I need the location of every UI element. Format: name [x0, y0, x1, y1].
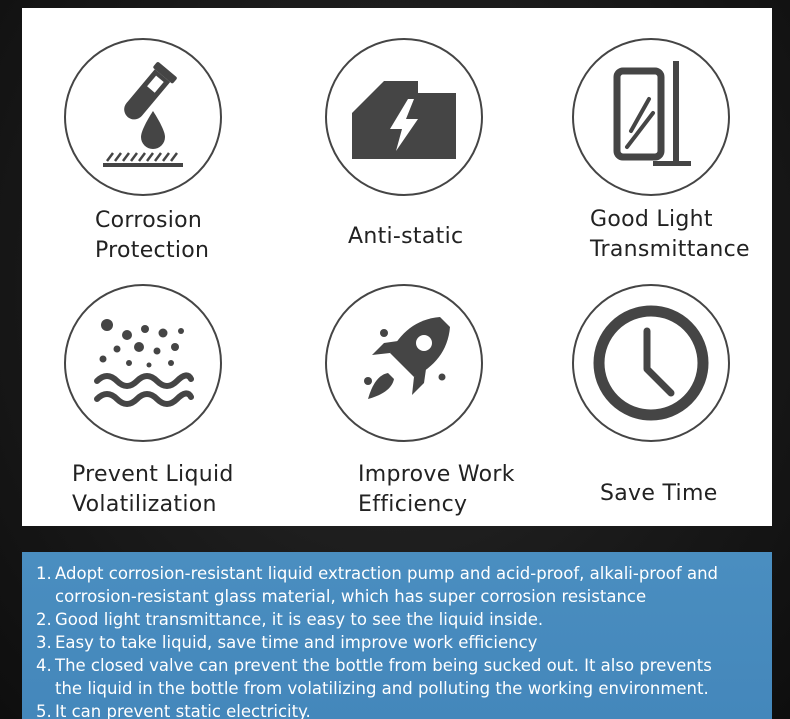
detail-item [36, 562, 758, 608]
detail-text [55, 608, 758, 631]
feature-light-transmittance [562, 38, 790, 288]
detail-text [55, 654, 758, 700]
detail-text [55, 700, 758, 719]
feature-icon-circle [64, 38, 222, 196]
feature-icon-circle [572, 284, 730, 442]
rocket-icon [344, 303, 464, 423]
detail-line: Adopt corrosion-resistant liquid extraction pump and acid-proof, alkali-proof and [55, 564, 718, 583]
feature-label-line: Prevent Liquid [72, 462, 234, 487]
detail-list [36, 562, 758, 719]
feature-label-line: Good Light [590, 207, 713, 232]
detail-item [36, 608, 758, 631]
feature-label [348, 222, 588, 252]
detail-number: 4. [36, 656, 52, 675]
detail-line: The closed valve can prevent the bottle from being sucked out. It also prevents [55, 656, 712, 675]
detail-line: corrosion-resistant glass material, which has super corrosion resistance [55, 587, 647, 606]
feature-icon-circle [64, 284, 222, 442]
detail-text [55, 631, 758, 654]
anti-static-icon [344, 57, 464, 177]
feature-icon-circle [325, 38, 483, 196]
feature-anti-static [312, 38, 552, 288]
volatilization-icon [83, 303, 203, 423]
feature-panel [22, 8, 772, 526]
feature-label-line: Transmittance [590, 237, 750, 262]
feature-corrosion-protection [62, 38, 302, 288]
feature-label-line: Protection [95, 238, 210, 263]
detail-line: It can prevent static electricity. [55, 702, 311, 719]
feature-label [95, 206, 335, 266]
detail-number: 5. [36, 702, 52, 719]
feature-label-line: Save Time [600, 481, 718, 506]
detail-number: 3. [36, 633, 52, 652]
detail-panel [22, 552, 772, 719]
detail-item [36, 631, 758, 654]
detail-text [55, 562, 758, 608]
feature-icon-circle [572, 38, 730, 196]
feature-label [590, 205, 790, 265]
detail-number: 1. [36, 564, 52, 583]
corrosion-protection-icon [83, 57, 203, 177]
feature-save-time [562, 284, 790, 534]
detail-item [36, 700, 758, 719]
clock-icon [589, 301, 713, 425]
detail-line: Good light transmittance, it is easy to see the liquid inside. [55, 610, 544, 629]
feature-improve-efficiency [312, 284, 552, 534]
feature-prevent-volatilization [62, 284, 302, 534]
feature-label [72, 460, 312, 520]
light-transmittance-icon [591, 57, 711, 177]
feature-label-line: Anti-static [348, 224, 464, 249]
feature-label-line: Corrosion [95, 208, 203, 233]
feature-label [600, 479, 790, 509]
detail-item [36, 654, 758, 700]
detail-line: the liquid in the bottle from volatilizing and polluting the working environment. [55, 679, 709, 698]
feature-label-line: Volatilization [72, 492, 217, 517]
detail-number: 2. [36, 610, 52, 629]
feature-label-line: Efficiency [358, 492, 468, 517]
feature-icon-circle [325, 284, 483, 442]
feature-label-line: Improve Work [358, 462, 515, 487]
detail-line: Easy to take liquid, save time and improve work efficiency [55, 633, 538, 652]
